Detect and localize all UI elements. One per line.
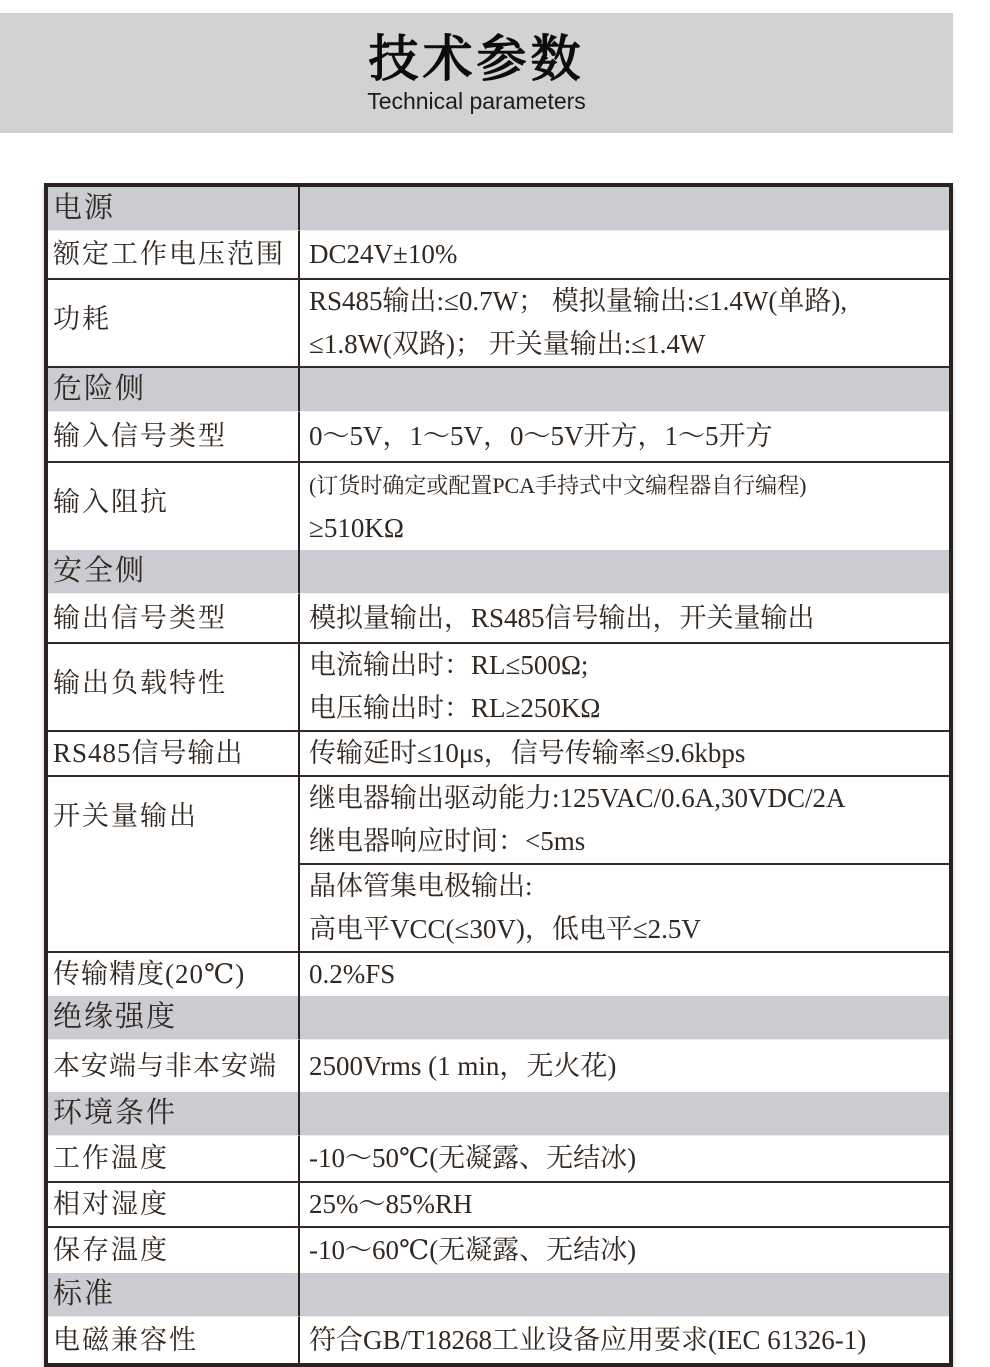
- param-value-cell: [300, 1040, 949, 1092]
- section-filler: [300, 1273, 949, 1317]
- section-filler: [300, 1092, 949, 1136]
- value-line: 晶体管集电极输出:: [309, 871, 533, 901]
- value-line: ≤1.8W(双路)； 开关量输出:≤1.4W: [309, 329, 706, 359]
- param-value-cell: [300, 1317, 949, 1363]
- param-value-cell: [300, 644, 949, 732]
- value-line: 模拟量输出，RS485信号输出，开关量输出: [309, 602, 815, 633]
- param-value-cell: [300, 732, 949, 777]
- value-line: 符合GB/T18268工业设备应用要求(IEC 61326-1): [309, 1324, 867, 1355]
- table-row: [48, 280, 949, 368]
- section-label: 环境条件: [48, 1092, 300, 1136]
- table-row: [48, 732, 949, 777]
- param-value-cell: [300, 1136, 949, 1183]
- param-label: 开关量输出: [48, 777, 300, 953]
- param-value-cell: [300, 463, 949, 550]
- section-row-insulation: [48, 996, 949, 1040]
- param-label: 功耗: [48, 280, 300, 368]
- table-row: [48, 463, 949, 550]
- value-line: ≥510KΩ: [309, 512, 404, 543]
- param-label: 额定工作电压范围: [48, 231, 300, 280]
- table-row: [48, 594, 949, 644]
- section-row-hazard-side: [48, 368, 949, 412]
- param-label: 相对湿度: [48, 1183, 300, 1228]
- section-row-power: [48, 187, 949, 231]
- param-label: 本安端与非本安端: [48, 1040, 300, 1092]
- value-line: 传输延时≤10μs，信号传输率≤9.6kbps: [309, 738, 746, 768]
- value-line: 高电平VCC(≤30V)，低电平≤2.5V: [309, 914, 701, 944]
- param-value-cell: [300, 280, 949, 368]
- param-value-cell: [300, 594, 949, 644]
- table-row: [48, 1136, 949, 1183]
- param-label: 保存温度: [48, 1228, 300, 1273]
- section-filler: [300, 550, 949, 594]
- value-line: 2500Vrms (1 min，无火花): [309, 1050, 617, 1081]
- value-line: 25%～85%RH: [309, 1189, 473, 1219]
- section-row-environment: [48, 1092, 949, 1136]
- param-label: 输入信号类型: [48, 412, 300, 463]
- param-label: 输入阻抗: [48, 463, 300, 550]
- param-value-cell: [300, 231, 949, 280]
- param-value-cell: [300, 412, 949, 463]
- section-row-standard: [48, 1273, 949, 1317]
- value-line: 0～5V，1～5V，0～5V开方，1～5开方: [309, 421, 773, 451]
- table-row: [48, 953, 949, 996]
- param-value-cell: [300, 777, 949, 865]
- table-row: [48, 777, 949, 865]
- value-line: 继电器输出驱动能力:125VAC/0.6A,30VDC/2A: [309, 783, 846, 813]
- param-value-cell: [300, 865, 949, 953]
- section-label: 电源: [48, 187, 300, 231]
- value-line: -10～60℃(无凝露、无结冰): [309, 1235, 637, 1265]
- section-label: 危险侧: [48, 368, 300, 412]
- value-line: 电流输出时：RL≤500Ω;: [309, 650, 589, 680]
- page-subtitle: Technical parameters: [367, 88, 586, 114]
- table-row: [48, 231, 949, 280]
- value-line: 继电器响应时间：<5ms: [309, 826, 586, 856]
- param-value-cell: [300, 1228, 949, 1273]
- section-label: 安全侧: [48, 550, 300, 594]
- param-label: 电磁兼容性: [48, 1317, 300, 1363]
- value-line: 电压输出时：RL≥250KΩ: [309, 693, 601, 723]
- param-label: 输出信号类型: [48, 594, 300, 644]
- value-line: DC24V±10%: [309, 239, 458, 269]
- section-label: 标准: [48, 1273, 300, 1317]
- param-label: 工作温度: [48, 1136, 300, 1183]
- param-label: 输出负载特性: [48, 644, 300, 732]
- title-banner: [0, 13, 953, 133]
- table-row: [48, 1317, 949, 1363]
- page-title: 技术参数: [368, 31, 585, 87]
- section-label: 绝缘强度: [48, 996, 300, 1040]
- param-label: 传输精度(20℃): [48, 953, 300, 996]
- value-line: RS485输出:≤0.7W； 模拟量输出:≤1.4W(单路),: [309, 286, 848, 316]
- section-filler: [300, 187, 949, 231]
- table-row: [48, 1040, 949, 1092]
- table-row: [48, 644, 949, 732]
- value-line: 0.2%FS: [309, 959, 396, 989]
- param-value-cell: [300, 1183, 949, 1228]
- param-value-cell: [300, 953, 949, 996]
- table-row: [48, 1228, 949, 1273]
- table-row: [48, 1183, 949, 1228]
- value-line: -10～50℃(无凝露、无结冰): [309, 1143, 637, 1173]
- value-line: (订货时确定或配置PCA手持式中文编程器自行编程): [309, 472, 807, 498]
- param-label: RS485信号输出: [48, 732, 300, 777]
- section-row-safe-side: [48, 550, 949, 594]
- section-filler: [300, 996, 949, 1040]
- section-filler: [300, 368, 949, 412]
- spec-table: [44, 183, 953, 1367]
- table-row: [48, 412, 949, 463]
